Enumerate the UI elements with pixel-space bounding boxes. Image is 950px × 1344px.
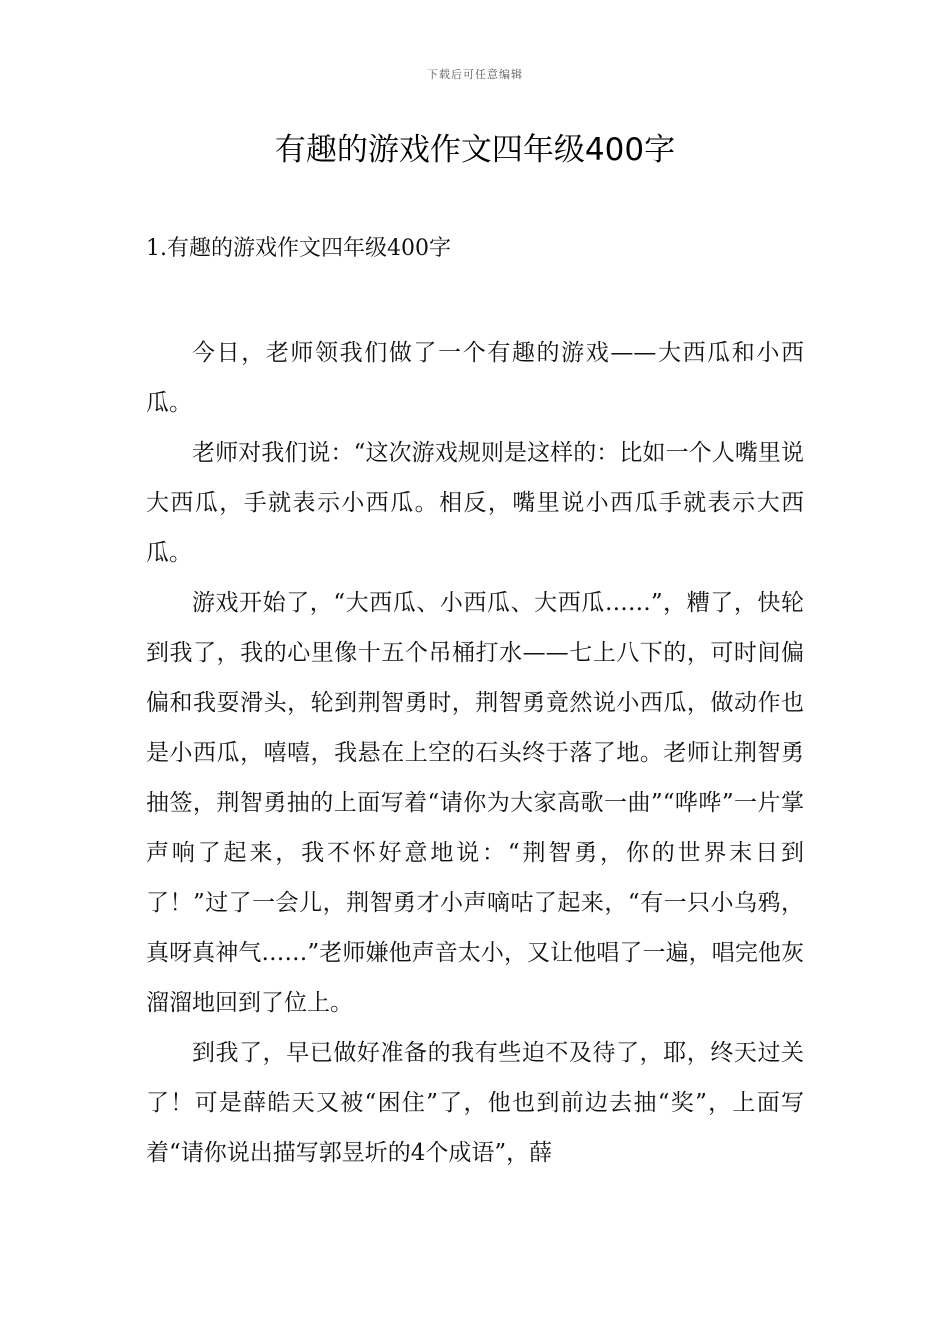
document-title: 有趣的游戏作文四年级400字: [274, 132, 676, 168]
paragraph: 老师对我们说：“这次游戏规则是这样的：比如一个人嘴里说大西瓜，手就表示小西瓜。相反，嘴里说小西瓜手就表示大西瓜。: [146, 440, 804, 566]
paragraph: 今日，老师领我们做了一个有趣的游戏——大西瓜和小西瓜。: [146, 340, 804, 416]
section-heading: 1.有趣的游戏作文四年级400字: [146, 236, 451, 261]
article-body: [146, 328, 804, 1178]
page-header-note: 下载后可任意编辑: [427, 68, 523, 81]
paragraph: 游戏开始了，“大西瓜、小西瓜、大西瓜……”，糟了，快轮到我了，我的心里像十五个吊桶打水——七上八下的，可时间偏偏和我耍滑头，轮到荆智勇时，荆智勇竟然说小西瓜，做动作也是小西瓜，嘻嘻，我悬在上空的石头终于落了地。老师让荆智勇抽签，荆智勇抽的上面写着“请你为大家高歌一曲”“哗哗”一片掌声响了起来，我不怀好意地说：“荆智勇，你的世界末日到了！”过了一会儿，荆智勇才小声嘀咕了起来，“有一只小乌鸦，真呀真神气……”老师嫌他声音太小，又让他唱了一遍，唱完他灰溜溜地回到了位上。: [146, 590, 804, 1016]
paragraph: 到我了，早已做好准备的我有些迫不及待了，耶，终天过关了！可是薛皓天又被“困住”了，他也到前边去抽“奖”，上面写着“请你说出描写郭昱圻的4个成语”，薛: [146, 1040, 804, 1166]
